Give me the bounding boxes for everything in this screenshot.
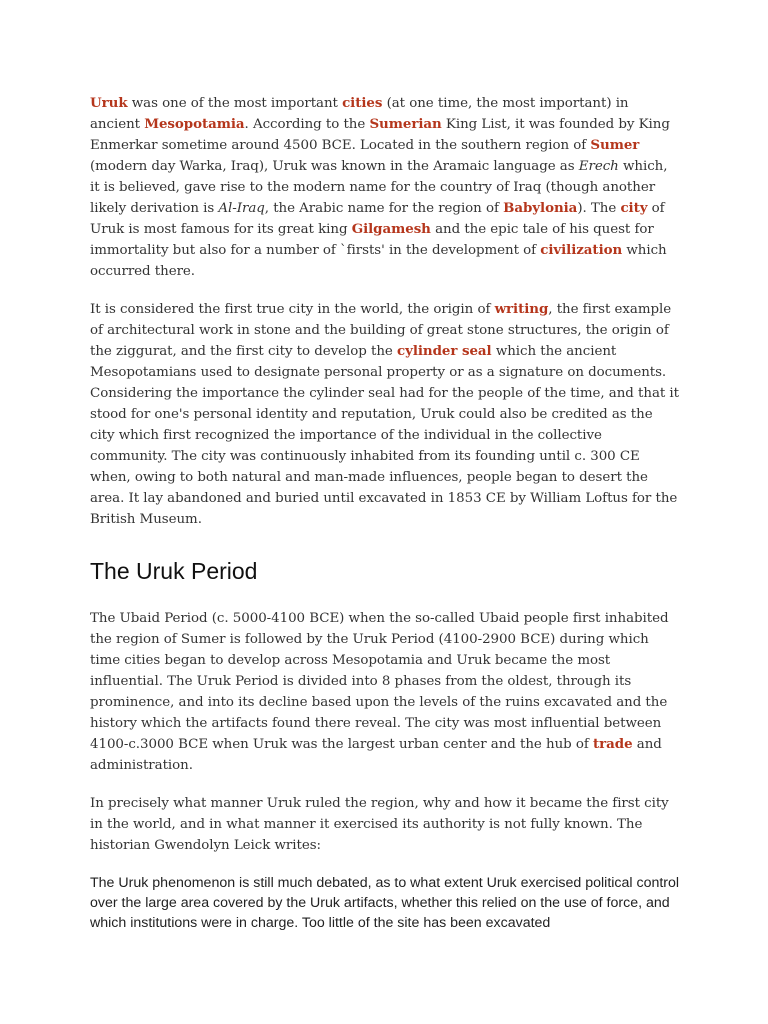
blockquote-leick: The Uruk phenomenon is still much debated, as to what extent Uruk exercised political control over the large area covered by the Uruk artifacts, whether this relied on the use of force, and which institutions were in charge. Too little of the site has been excavated xyxy=(90,875,680,931)
paragraph-intro: Uruk was one of the most important cities (at one time, the most important) in ancient Mesopotamia. According to the Sumerian King List, it was founded by King Enmerkar sometime around 4500 BCE. Located in the southern region of Sumer (modern day Warka, Iraq), Uruk was known in the Aramaic language as Erech which, it is believed, gave rise to the modern name for the country of Iraq (though another likely derivation is Al-Iraq, the Arabic name for the region of Babylonia). The city of Uruk is most famous for its great king Gilgamesh and the epic tale of his quest for immortality but also for a number of `firsts' in the development of civilization which occurred there. xyxy=(90,95,670,279)
link-uruk[interactable]: Uruk xyxy=(90,95,128,111)
link-cities[interactable]: cities xyxy=(342,95,383,111)
link-sumer[interactable]: Sumer xyxy=(590,137,640,153)
link-city[interactable]: city xyxy=(620,200,648,216)
link-gilgamesh[interactable]: Gilgamesh xyxy=(351,221,431,237)
term-al-iraq: Al-Iraq xyxy=(218,201,265,216)
link-cylinder-seal[interactable]: cylinder seal xyxy=(396,343,492,359)
article-body xyxy=(90,93,680,933)
link-sumerian[interactable]: Sumerian xyxy=(369,116,442,132)
paragraph-firsts: It is considered the first true city in the world, the origin of writing, the first example of architectural work in stone and the building of great stone structures, the origin of the ziggurat, and the first city to develop the cylinder seal which the ancient Mesopotamians used to designate personal property or as a signature on documents. Considering the importance the cylinder seal had for the people of the time, and that it stood for one's personal identity and reputation, Uruk could also be credited as the city which first recognized the importance of the individual in the collective community. The city was continuously inhabited from its founding until c. 300 CE when, owing to both natural and man-made influences, people began to desert the area. It lay abandoned and buried until excavated in 1853 CE by William Loftus for the British Museum. xyxy=(90,301,679,527)
link-trade[interactable]: trade xyxy=(593,736,633,752)
link-babylonia[interactable]: Babylonia xyxy=(503,200,578,216)
paragraph-uruk-period: The Ubaid Period (c. 5000-4100 BCE) when the so-called Ubaid people first inhabited the region of Sumer is followed by the Uruk Period (4100-2900 BCE) during which time cities began to develop across Mesopotamia and Uruk became the most influential. The Uruk Period is divided into 8 phases from the oldest, through its prominence, and into its decline based upon the levels of the ruins excavated and the history which the artifacts found there reveal. The city was most influential between 4100-c.3000 BCE when Uruk was the largest urban center and the hub of trade and administration. xyxy=(90,611,669,773)
link-civilization[interactable]: civilization xyxy=(540,242,623,258)
term-erech: Erech xyxy=(578,159,619,174)
link-mesopotamia[interactable]: Mesopotamia xyxy=(144,116,245,132)
paragraph-leick-intro: In precisely what manner Uruk ruled the region, why and how it became the first city in the world, and in what manner it exercised its authority is not fully known. The historian Gwendolyn Leick writes: xyxy=(90,796,669,853)
section-heading: The Uruk Period xyxy=(90,558,258,584)
link-writing[interactable]: writing xyxy=(494,301,549,317)
